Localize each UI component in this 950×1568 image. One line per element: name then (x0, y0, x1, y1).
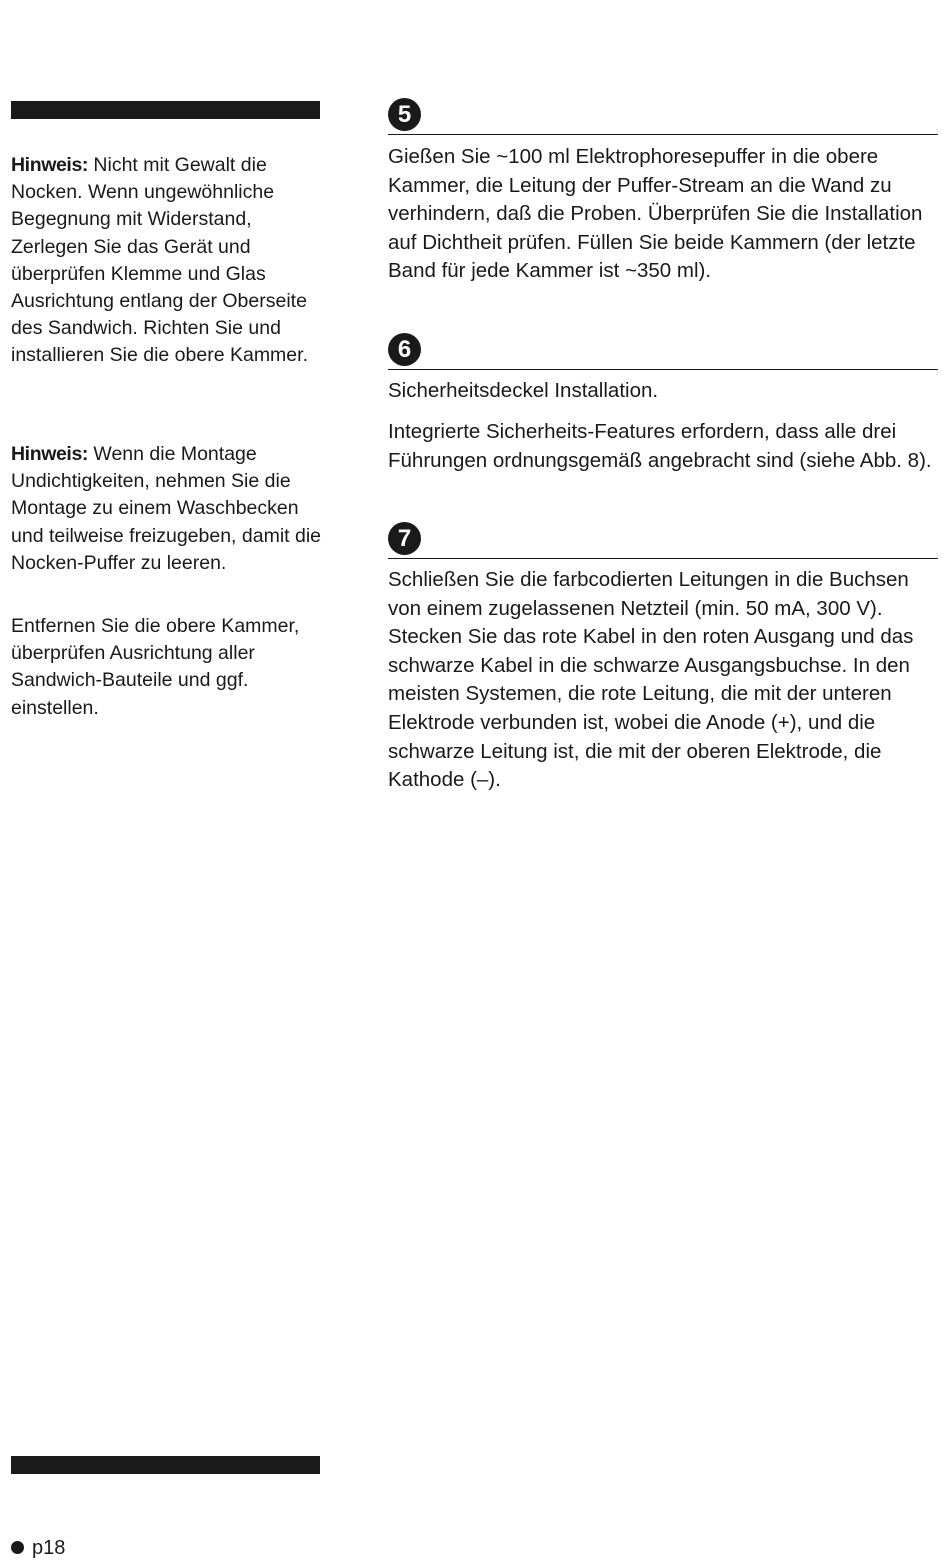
step-number-badge: 5 (388, 98, 421, 131)
note-label: Hinweis: (11, 154, 88, 176)
note-paragraph (11, 441, 331, 577)
note-leaks (11, 441, 331, 577)
step-6-body (388, 418, 940, 475)
step-6-title (388, 377, 940, 406)
note-label: Hinweis: (11, 443, 88, 465)
note-paragraph (11, 152, 331, 370)
note-force-cams (11, 152, 331, 370)
note-text: Nicht mit Gewalt die Nocken. Wenn ungewöhnliche Begegnung mit Widerstand, Zerlegen Sie das Gerät und überprüfen Klemme und Glas Ausrichtung entlang der Oberseite des Sandwich. Richten Sie und installieren Sie die obere Kammer. (11, 154, 308, 367)
step-text: Gießen Sie ~100 ml Elektrophoresepuffer in die obere Kammer, die Leitung der Puffer-Stream an die Wand zu verhindern, daß die Proben. Überprüfen Sie die Installation auf Dichtheit prüfen. Füllen Sie beide Kammern (der letzte Band für jede Kammer ist ~350 ml). (388, 145, 923, 283)
top-rule-bar (11, 101, 320, 119)
note-leaks-continuation (11, 613, 331, 722)
note-text: Wenn die Montage Undichtigkeiten, nehmen Sie die Montage zu einem Waschbecken und teilweise freizugeben, damit die Nocken-Puffer zu leeren. (11, 443, 322, 574)
step-text: Schließen Sie die farbcodierten Leitungen in die Buchsen von einem zugelassenen Netzteil (min. 50 mA, 300 V). Stecken Sie das rote Kabel in den roten Ausgang und das schwarze Kabel in die schwarze Ausgangsbuchse. In den meisten Systemen, die rote Leitung, die mit der unteren Elektrode verbunden ist, wobei die Anode (+), und die schwarze Leitung ist, die mit der oberen Elektrode, die Kathode (–). (388, 568, 914, 792)
step-5-body (388, 143, 940, 286)
note-continuation-text: Entfernen Sie die obere Kammer, überprüfen Ausrichtung aller Sandwich-Bauteile und ggf. einstellen. (11, 615, 300, 719)
bottom-rule-bar (11, 1456, 320, 1474)
step-text: Integrierte Sicherheits-Features erfordern, dass alle drei Führungen ordnungsgemäß angebracht sind (siehe Abb. 8). (388, 420, 932, 472)
step-number-badge: 6 (388, 333, 421, 366)
step-number-badge: 7 (388, 522, 421, 555)
step-7-header (388, 522, 938, 559)
bullet-dot-icon (11, 1541, 24, 1554)
page-footer (11, 1535, 65, 1561)
step-5-header (388, 98, 938, 135)
step-6-header (388, 333, 938, 370)
page-number: p18 (32, 1537, 66, 1559)
step-title: Sicherheitsdeckel Installation. (388, 379, 659, 402)
step-7-body (388, 566, 940, 795)
